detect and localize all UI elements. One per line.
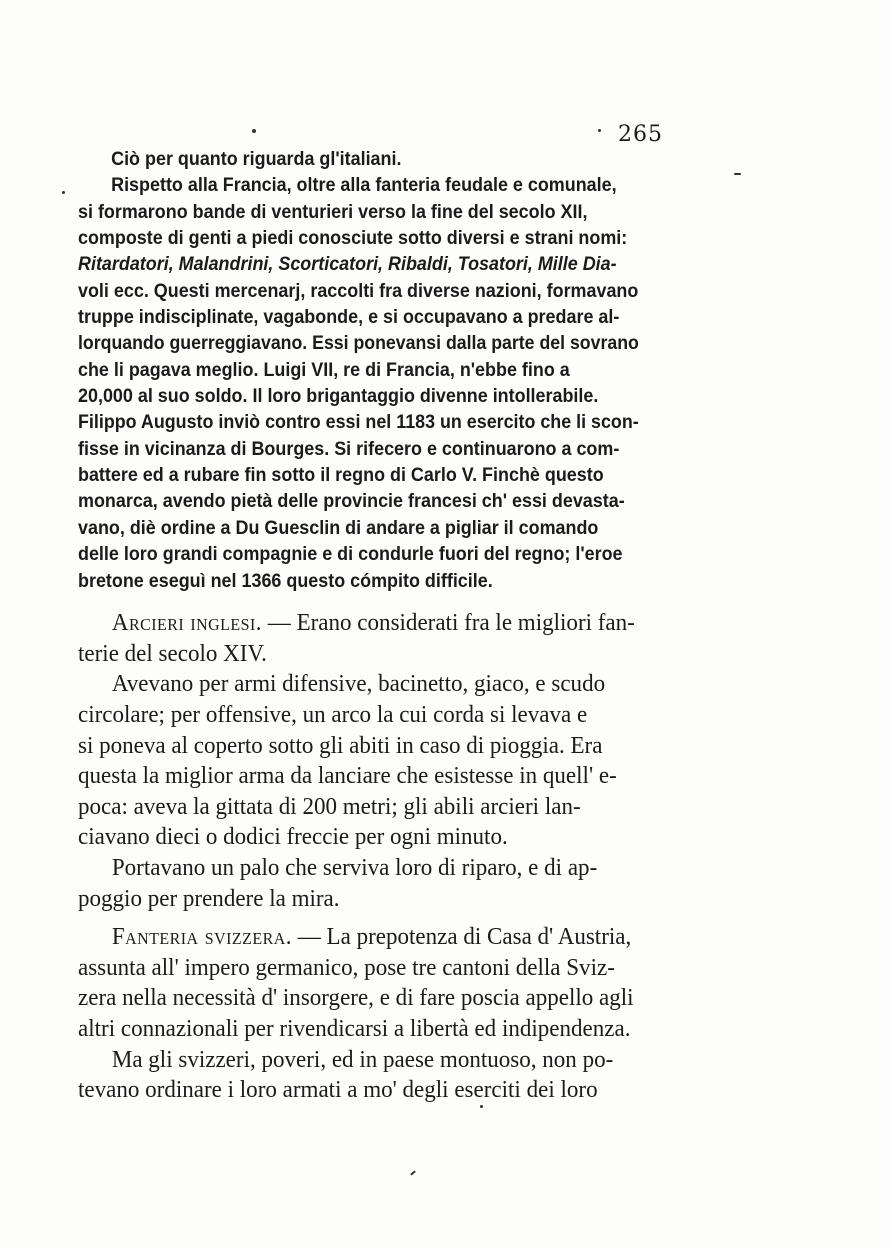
text-line: zera nella necessità d' insorgere, e di fare poscia appello agli bbox=[78, 984, 634, 1012]
section-heading: Fanteria svizzera. bbox=[111, 923, 292, 950]
text-line: truppe indisciplinate, vagabonde, e si occupavano a predare al- bbox=[78, 306, 620, 329]
text-line: Portavano un palo che serviva loro di riparo, e di ap- bbox=[111, 854, 598, 882]
text-line: poggio per prendere la mira. bbox=[78, 884, 340, 912]
scan-speck bbox=[598, 129, 601, 132]
text-line: composte di genti a piedi conosciute sotto diversi e strani nomi: bbox=[78, 227, 628, 250]
text-line: Filippo Augusto inviò contro essi nel 1183 un esercito che li scon- bbox=[78, 411, 639, 434]
text-line: fisse in vicinanza di Bourges. Si rifecero e continuarono a com- bbox=[78, 437, 620, 460]
text-line: si formarono bande di venturieri verso la fine del secolo XII, bbox=[78, 200, 588, 223]
text-line: lorquando guerreggiavano. Essi ponevansi dalla parte del sovrano bbox=[78, 332, 639, 355]
section-arcieri-inglesi bbox=[78, 608, 686, 914]
text-line: 20,000 al suo soldo. Il loro brigantaggio divenne intollerabile. bbox=[78, 385, 599, 408]
text-line: altri connazionali per rivendicarsi a libertà ed indipendenza. bbox=[78, 1014, 631, 1042]
section-fanteria-svizzera bbox=[78, 922, 686, 1106]
text-line: Ritardatori, Malandrini, Scorticatori, Ribaldi, Tosatori, Mille Dia- bbox=[78, 253, 617, 276]
text-line bbox=[78, 608, 650, 639]
text-line bbox=[78, 922, 650, 953]
text-line: poca: aveva la gittata di 200 metri; gli abili arcieri lan- bbox=[78, 792, 581, 820]
text-line: bretone eseguì nel 1366 questo cómpito difficile. bbox=[78, 569, 493, 592]
text-line: Rispetto alla Francia, oltre alla fanteria feudale e comunale, bbox=[111, 174, 617, 197]
text-line: ciavano dieci o dodici freccie per ogni minuto. bbox=[78, 823, 508, 851]
heading-dash: — bbox=[267, 609, 291, 636]
text-line: terie del secolo XIV. bbox=[78, 639, 267, 667]
text-line: vano, diè ordine a Du Guesclin di andare a pigliar il comando bbox=[78, 516, 599, 539]
text-line: tevano ordinare i loro armati a mo' degli eserciti dei loro bbox=[78, 1076, 598, 1104]
text-line: Ma gli svizzeri, poveri, ed in paese montuoso, non po- bbox=[111, 1045, 614, 1073]
text-line: Avevano per armi difensive, bacinetto, giaco, e scudo bbox=[111, 670, 606, 698]
text-line: delle loro grandi compagnie e di condurle fuori del regno; l'eroe bbox=[78, 543, 623, 566]
section-heading: Arcieri inglesi. bbox=[111, 609, 263, 636]
text-line: che li pagava meglio. Luigi VII, re di Francia, n'ebbe fino a bbox=[78, 358, 570, 381]
page-number: 265 bbox=[618, 122, 663, 147]
text-line: si poneva al coperto sotto gli abiti in caso di pioggia. Era bbox=[78, 731, 603, 759]
text-fragment: Erano considerati fra le migliori fan- bbox=[296, 609, 635, 636]
scan-speck bbox=[62, 191, 65, 194]
text-line: circolare; per offensive, un arco la cui corda si levava e bbox=[78, 700, 588, 728]
text-fragment: La prepotenza di Casa d' Austria, bbox=[326, 923, 632, 950]
scan-speck bbox=[480, 1105, 483, 1108]
text-line: voli ecc. Questi mercenarj, raccolti fra diverse nazioni, formavano bbox=[78, 279, 639, 302]
scan-speck bbox=[252, 129, 256, 133]
text-line: Ciò per quanto riguarda gl'italiani. bbox=[111, 148, 402, 170]
heading-dash: — bbox=[297, 923, 321, 950]
text-line: assunta all' impero germanico, pose tre cantoni della Sviz- bbox=[78, 953, 615, 981]
scan-speck bbox=[734, 173, 741, 175]
text-line: monarca, avendo pietà delle provincie francesi ch' essi devasta- bbox=[78, 490, 625, 513]
scan-speck bbox=[410, 1170, 416, 1175]
text-line: battere ed a rubare fin sotto il regno di Carlo V. Finchè questo bbox=[78, 464, 604, 487]
paragraph-mercenaries bbox=[78, 146, 686, 594]
text-line: questa la miglior arma da lanciare che esistesse in quell' e- bbox=[78, 762, 617, 790]
